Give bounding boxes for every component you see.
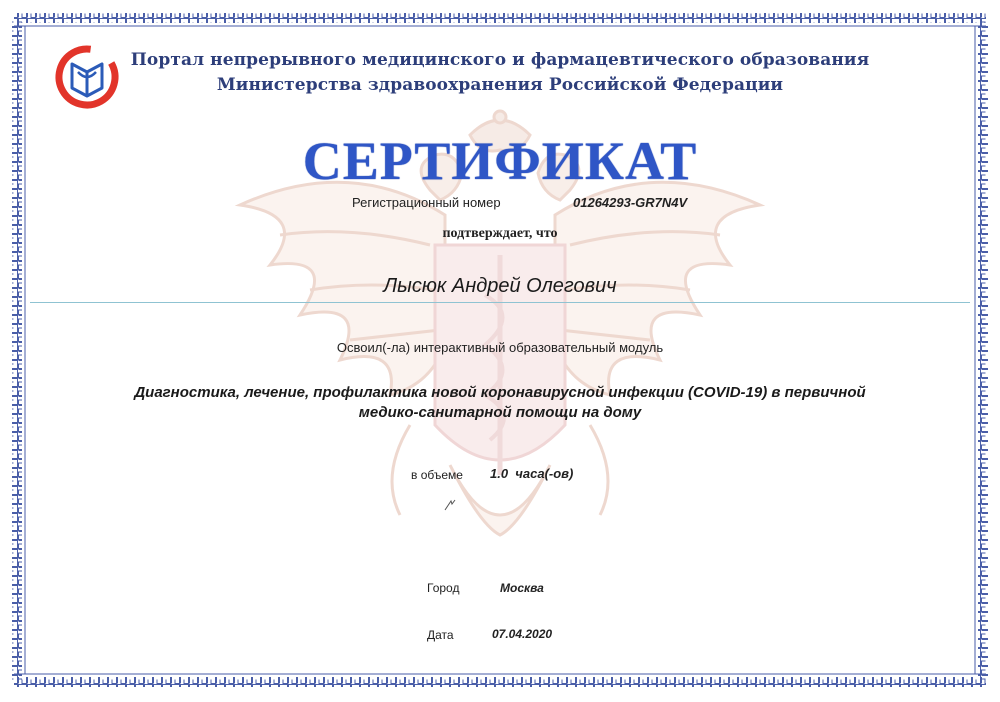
recipient-name: Лысюк Андрей Олегович — [383, 275, 617, 297]
course-title-line2: медико-санитарной помощи на дому — [358, 404, 642, 421]
name-divider — [30, 302, 970, 303]
portal-name-line1: Портал непрерывного медицинского и фармацевтического образования — [130, 50, 870, 70]
ministry-name-line2: Министерства здравоохранения Российской Федерации — [216, 75, 784, 95]
date-value: 07.04.2020 — [492, 627, 553, 641]
city-value: Москва — [500, 581, 544, 595]
mastered-module-text: Освоил(-ла) интерактивный образовательный модуль — [336, 340, 664, 355]
certificate-title: СЕРТИФИКАТ — [302, 131, 698, 191]
portal-shield-logo-icon — [52, 42, 122, 112]
confirms-text: подтверждает, что — [442, 226, 558, 241]
city-label: Город — [427, 581, 460, 595]
registration-number-value: 01264293-GR7N4V — [573, 195, 688, 210]
registration-number-label: Регистрационный номер — [352, 195, 501, 210]
course-title-line1: Диагностика, лечение, профилактика новой коронавирусной инфекции (COVID-19) в первичной — [134, 384, 866, 401]
course-title — [130, 383, 870, 423]
date-label: Дата — [427, 628, 454, 642]
volume-value: 1.0 часа(-ов) — [490, 466, 574, 481]
pen-mark-icon — [443, 498, 457, 512]
volume-label: в объеме — [411, 468, 463, 482]
